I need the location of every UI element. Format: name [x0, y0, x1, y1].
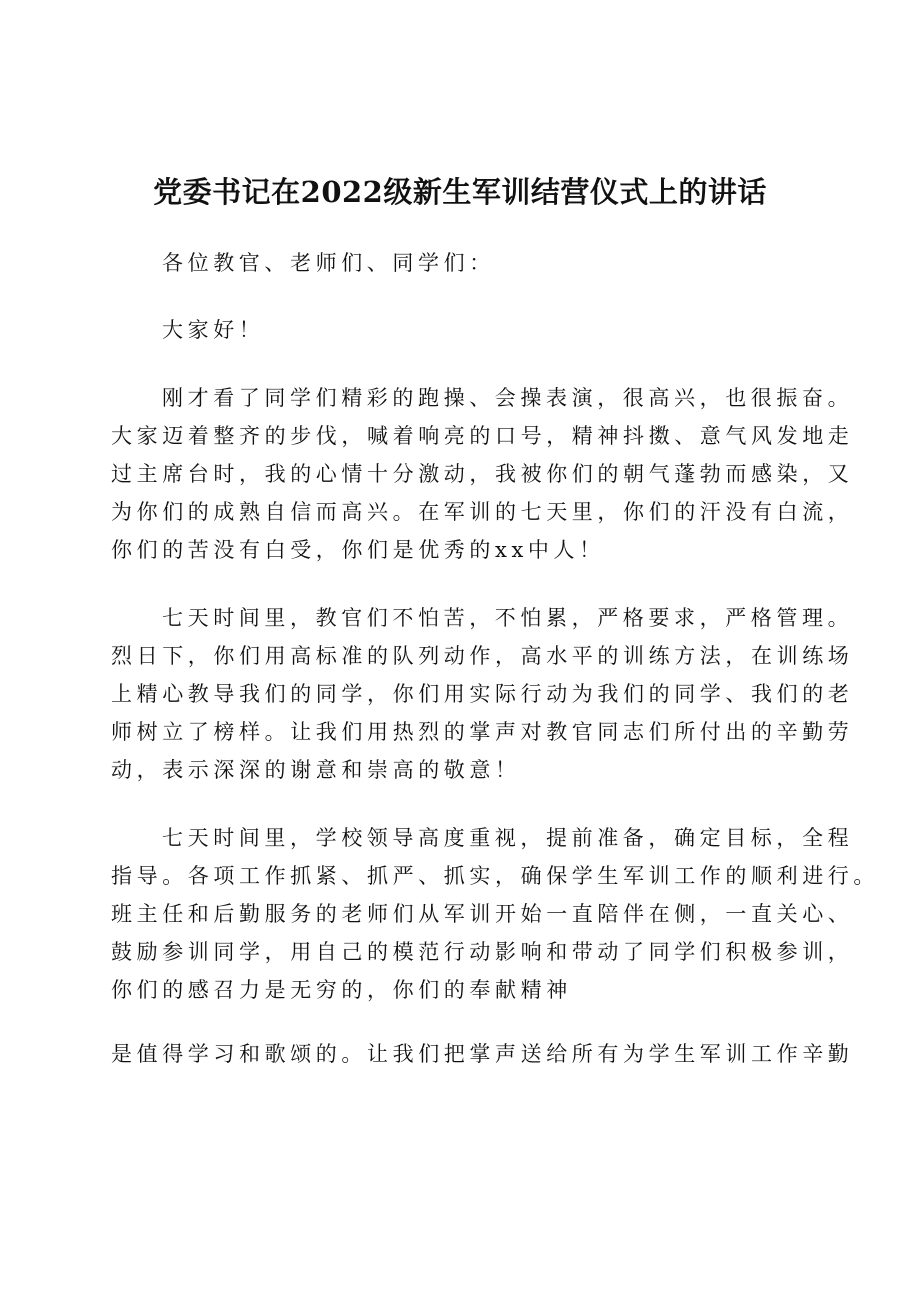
hello-line: 大家好！ [162, 318, 265, 342]
paragraph-1-line-5: 你们的苦没有白受，你们是优秀的xx中人！ [111, 538, 605, 562]
paragraph-4-line-1: 是值得学习和歌颂的。让我们把掌声送给所有为学生军训工作辛勤 [111, 1042, 854, 1066]
paragraph-3-line-3: 班主任和后勤服务的老师们从军训开始一直陪伴在侧，一直关心、 [111, 902, 854, 926]
paragraph-2-line-4: 师树立了榜样。让我们用热烈的掌声对教官同志们所付出的辛勤劳 [111, 720, 854, 744]
paragraph-3-line-4: 鼓励参训同学，用自己的模范行动影响和带动了同学们积极参训， [111, 940, 854, 964]
paragraph-3-line-2: 指导。各项工作抓紧、抓严、抓实，确保学生军训工作的顺利进行。 [111, 864, 879, 888]
greeting-line: 各位教官、老师们、同学们： [162, 251, 495, 275]
paragraph-1-line-2: 大家迈着整齐的步伐，喊着响亮的口号，精神抖擞、意气风发地走 [111, 424, 854, 448]
paragraph-1-line-3: 过主席台时，我的心情十分激动，我被你们的朝气蓬勃而感染，又 [111, 462, 854, 486]
paragraph-2-line-3: 上精心教导我们的同学，你们用实际行动为我们的同学、我们的老 [111, 682, 854, 706]
paragraph-3-line-5: 你们的感召力是无穷的，你们的奉献精神 [111, 978, 572, 1002]
paragraph-1-line-4: 为你们的成熟自信而高兴。在军训的七天里，你们的汗没有白流， [111, 500, 854, 524]
paragraph-2-line-2: 烈日下，你们用高标准的队列动作，高水平的训练方法，在训练场 [111, 644, 854, 668]
paragraph-2-line-1: 七天时间里，教官们不怕苦，不怕累，严格要求，严格管理。 [162, 606, 854, 630]
paragraph-3-line-1: 七天时间里，学校领导高度重视，提前准备，确定目标，全程 [162, 826, 854, 850]
paragraph-1-line-1: 刚才看了同学们精彩的跑操、会操表演，很高兴，也很振奋。 [162, 386, 854, 410]
paragraph-2-line-5: 动，表示深深的谢意和崇高的敬意！ [111, 758, 521, 782]
document-title: 党委书记在2022级新生军训结营仪式上的讲话 [153, 175, 767, 209]
